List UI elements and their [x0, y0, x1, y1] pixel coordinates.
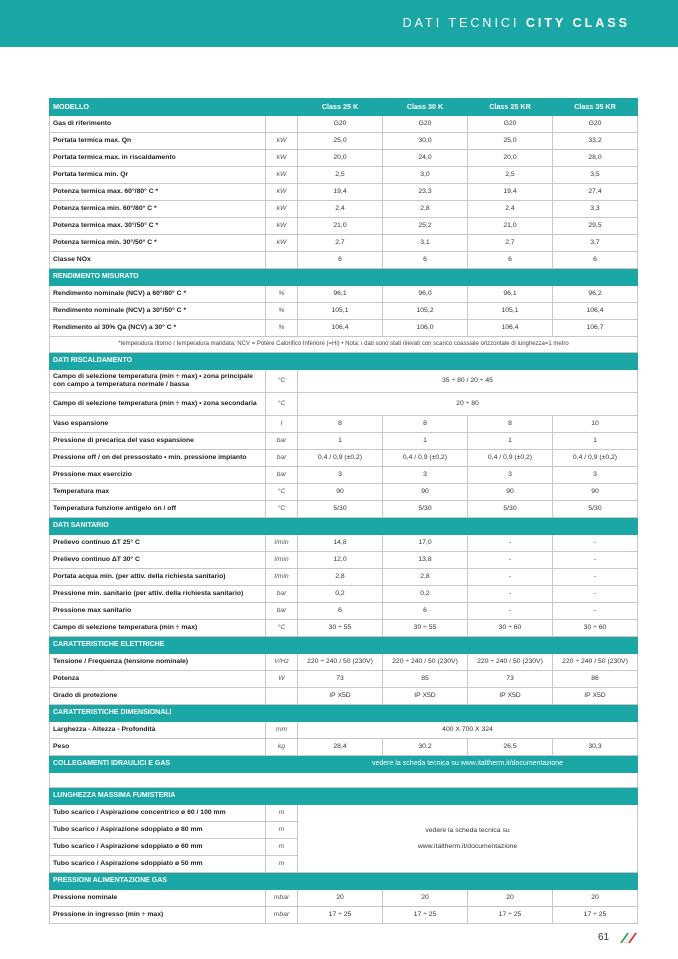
header-model-name: Class 35 KR	[553, 99, 638, 116]
table-row	[50, 552, 638, 569]
row-label: Potenza termica max. 30°/50° C *	[50, 218, 266, 235]
row-value: IP X5D	[383, 688, 468, 705]
row-value: 5/30	[298, 501, 383, 518]
row-value: 2,4	[468, 201, 553, 218]
row-value: 6	[383, 603, 468, 620]
row-value: 2,4	[298, 201, 383, 218]
page-title	[403, 16, 630, 30]
table-row	[50, 535, 638, 552]
table-header	[50, 99, 638, 116]
row-unit: °C	[266, 393, 298, 416]
row-unit: bar	[266, 467, 298, 484]
row-value: 25,0	[298, 133, 383, 150]
row-label: Pressione max sanitario	[50, 603, 266, 620]
row-label: Portata acqua min. (per attiv. della richiesta sanitario)	[50, 569, 266, 586]
row-label: Vaso espansione	[50, 416, 266, 433]
row-unit: kW	[266, 167, 298, 184]
row-value: 6	[468, 252, 553, 269]
table-row	[50, 133, 638, 150]
section-title: DATI RISCALDAMENTO	[50, 353, 638, 370]
row-label: Grado di protezione	[50, 688, 266, 705]
row-value: 17,0	[383, 535, 468, 552]
row-value: 0,4 / 0,9 (±0,2)	[383, 450, 468, 467]
table-row	[50, 907, 638, 924]
header-model-name: Class 30 K	[383, 99, 468, 116]
row-value: 5/30	[468, 501, 553, 518]
row-value: 3	[298, 467, 383, 484]
row-unit: mm	[266, 722, 298, 739]
table-row	[50, 603, 638, 620]
row-value: 86	[553, 671, 638, 688]
table-row	[50, 433, 638, 450]
row-unit: l/min	[266, 569, 298, 586]
row-label: Pressione di precarica del vaso espansione	[50, 433, 266, 450]
row-value: 30,3	[553, 739, 638, 756]
row-value: -	[553, 569, 638, 586]
row-value: 3	[383, 467, 468, 484]
row-value: 73	[298, 671, 383, 688]
fumisteria-note-line2: www.italtherm.it/documentazione	[417, 842, 518, 850]
table-row	[50, 688, 638, 705]
row-label: Tubo scarico / Aspirazione sdoppiato ø 80 mm	[50, 822, 266, 839]
row-unit: l/min	[266, 552, 298, 569]
table-row	[50, 805, 638, 822]
row-unit: m	[266, 805, 298, 822]
row-value: 106,4	[553, 303, 638, 320]
row-unit: bar	[266, 603, 298, 620]
row-value: 25,2	[383, 218, 468, 235]
row-label: Gas di riferimento	[50, 116, 266, 133]
section-riscaldamento	[50, 353, 638, 370]
row-value: 106,0	[383, 320, 468, 337]
row-unit: kW	[266, 201, 298, 218]
row-value: 0,4 / 0,9 (±0,2)	[553, 450, 638, 467]
table-row	[50, 484, 638, 501]
header-model-name: Class 25 K	[298, 99, 383, 116]
header-model-label: MODELLO	[50, 99, 298, 116]
row-label: Portata termica max. Qn	[50, 133, 266, 150]
row-unit: m	[266, 839, 298, 856]
row-value: 6	[553, 252, 638, 269]
row-value: 28,4	[298, 739, 383, 756]
table-row	[50, 320, 638, 337]
row-unit: kW	[266, 184, 298, 201]
row-value: 12,0	[298, 552, 383, 569]
row-value: G20	[383, 116, 468, 133]
row-value: -	[468, 569, 553, 586]
row-value: 90	[553, 484, 638, 501]
row-value: 2,5	[298, 167, 383, 184]
row-value: IP X5D	[298, 688, 383, 705]
row-unit: kW	[266, 218, 298, 235]
row-label: Temperatura max	[50, 484, 266, 501]
row-value: 2,8	[298, 569, 383, 586]
row-value: 17 ÷ 25	[383, 907, 468, 924]
row-value: 220 ÷ 240 / 50 (230V)	[553, 654, 638, 671]
row-label: Potenza termica min. 30°/50° C *	[50, 235, 266, 252]
section-title: CARATTERISTICHE ELETTRICHE	[50, 637, 638, 654]
footnote: *temperatura ritorno / temperatura mandata; NCV = Potere Calorifico Inferiore (=Hi) • Nota: i dati sono stati rilevati con scarico coassiale orizzontale di lunghezza=1 metro	[50, 337, 638, 353]
row-value: -	[553, 586, 638, 603]
table-row	[50, 739, 638, 756]
row-value: 20	[468, 890, 553, 907]
row-value: 20	[553, 890, 638, 907]
row-value: 96,1	[468, 286, 553, 303]
row-value: 10	[553, 416, 638, 433]
row-value: 20	[383, 890, 468, 907]
row-value: 17 ÷ 25	[468, 907, 553, 924]
table-row	[50, 150, 638, 167]
row-value: 3,7	[553, 235, 638, 252]
table-row	[50, 252, 638, 269]
row-label: Temperatura funzione antigelo on / off	[50, 501, 266, 518]
section-title: DATI SANITARIO	[50, 518, 638, 535]
table-row	[50, 501, 638, 518]
section-elettriche	[50, 637, 638, 654]
row-unit: kW	[266, 235, 298, 252]
row-value: 24,0	[383, 150, 468, 167]
section-title: LUNGHEZZA MASSIMA FUMISTERIA	[50, 788, 638, 805]
row-value: 6	[383, 252, 468, 269]
row-value: 0,2	[298, 586, 383, 603]
row-label: Portata termica max. in riscaldamento	[50, 150, 266, 167]
row-value: 3,5	[553, 167, 638, 184]
row-unit	[266, 116, 298, 133]
section-collegamenti	[50, 756, 638, 773]
section-title: PRESSIONI ALIMENTAZIONE GAS	[50, 873, 638, 890]
row-value: 73	[468, 671, 553, 688]
row-value: 30 ÷ 55	[383, 620, 468, 637]
table-row	[50, 890, 638, 907]
row-unit: m	[266, 856, 298, 873]
table-row	[50, 393, 638, 416]
collegamenti-note: vedere la scheda tecnica su www.italtherm.it/documentazione	[298, 756, 638, 773]
row-value: 19,4	[298, 184, 383, 201]
row-value: 33,2	[553, 133, 638, 150]
row-value: 8	[383, 416, 468, 433]
row-value: 5/30	[383, 501, 468, 518]
row-value: 30,0	[383, 133, 468, 150]
row-value-merged: 400 X 700 X 324	[298, 722, 638, 739]
row-value: 3,1	[383, 235, 468, 252]
table-row	[50, 370, 638, 393]
row-value: 1	[383, 433, 468, 450]
row-unit: l	[266, 416, 298, 433]
row-label: Pressione min. sanitario (per attiv. della richiesta sanitario)	[50, 586, 266, 603]
row-value: 30 ÷ 60	[468, 620, 553, 637]
header-bar	[0, 0, 678, 47]
row-value: 20,0	[298, 150, 383, 167]
row-value: 27,4	[553, 184, 638, 201]
row-label: Campo di selezione temperatura (min ÷ max) • zona principale con campo a temperatura normale / bassa	[50, 370, 266, 393]
row-unit: m	[266, 822, 298, 839]
table-row	[50, 201, 638, 218]
row-label: Tubo scarico / Aspirazione sdoppiato ø 50 mm	[50, 856, 266, 873]
row-label: Portata termica min. Qr	[50, 167, 266, 184]
row-unit: kW	[266, 133, 298, 150]
table-row	[50, 569, 638, 586]
italy-flag-logo	[618, 929, 638, 945]
row-value: 3,3	[553, 201, 638, 218]
row-value: 0,4 / 0,9 (±0,2)	[298, 450, 383, 467]
row-value: 13,8	[383, 552, 468, 569]
row-value: -	[468, 535, 553, 552]
row-value: 30 ÷ 55	[298, 620, 383, 637]
row-value: -	[468, 552, 553, 569]
row-value: 6	[298, 252, 383, 269]
row-value: 21,0	[468, 218, 553, 235]
row-value: 106,4	[298, 320, 383, 337]
row-value: 1	[298, 433, 383, 450]
row-unit: bar	[266, 433, 298, 450]
row-value: 29,5	[553, 218, 638, 235]
row-label: Campo di selezione temperatura (min ÷ max)	[50, 620, 266, 637]
row-label: Tensione / Frequenza (tensione nominale)	[50, 654, 266, 671]
fumisteria-note-line1: vedere la scheda tecnica su	[425, 826, 510, 834]
row-value: -	[553, 552, 638, 569]
row-label: Rendimento al 30% Qa (NCV) a 30° C *	[50, 320, 266, 337]
row-unit: %	[266, 286, 298, 303]
row-value: -	[468, 603, 553, 620]
row-label: Pressione max esercizio	[50, 467, 266, 484]
row-unit: °C	[266, 620, 298, 637]
row-value: 23,3	[383, 184, 468, 201]
row-value: 105,1	[298, 303, 383, 320]
row-value: 90	[468, 484, 553, 501]
row-label: Pressione off / on del pressostato • min. pressione impianto	[50, 450, 266, 467]
table-row	[50, 416, 638, 433]
row-unit: kg	[266, 739, 298, 756]
row-value: 105,1	[468, 303, 553, 320]
row-value: 2,8	[383, 201, 468, 218]
row-value: 17 ÷ 25	[553, 907, 638, 924]
row-value: -	[553, 535, 638, 552]
row-value: 8	[468, 416, 553, 433]
row-label: Larghezza - Altezza - Profondità	[50, 722, 266, 739]
row-value: 105,2	[383, 303, 468, 320]
table-row	[50, 467, 638, 484]
row-label: Potenza	[50, 671, 266, 688]
row-unit: bar	[266, 586, 298, 603]
section-title: CARATTERISTICHE DIMENSIONALI	[50, 705, 638, 722]
row-label: Pressione in ingresso (min ÷ max)	[50, 907, 266, 924]
row-label: Tubo scarico / Aspirazione concentrico ø 60 / 100 mm	[50, 805, 266, 822]
row-unit: °C	[266, 484, 298, 501]
row-unit: kW	[266, 150, 298, 167]
section-title: RENDIMENTO MISURATO	[50, 269, 638, 286]
row-label: Potenza termica max. 60°/80° C *	[50, 184, 266, 201]
row-value: IP X5D	[553, 688, 638, 705]
spacer-cell	[50, 773, 638, 788]
row-unit: V/Hz	[266, 654, 298, 671]
row-unit	[266, 252, 298, 269]
row-value: 2,5	[468, 167, 553, 184]
row-value: 2,7	[468, 235, 553, 252]
row-unit: bar	[266, 450, 298, 467]
table-row	[50, 722, 638, 739]
row-value: 90	[383, 484, 468, 501]
row-label: Classe NOx	[50, 252, 266, 269]
row-label: Peso	[50, 739, 266, 756]
row-value: 1	[553, 433, 638, 450]
row-value: 106,4	[468, 320, 553, 337]
row-value-merged: 20 ÷ 80	[298, 393, 638, 416]
row-value: 0,2	[383, 586, 468, 603]
section-title: COLLEGAMENTI IDRAULICI E GAS	[50, 756, 298, 773]
table-row	[50, 286, 638, 303]
table-row	[50, 450, 638, 467]
section-gas	[50, 873, 638, 890]
row-value: 28,0	[553, 150, 638, 167]
row-unit: l/min	[266, 535, 298, 552]
row-label: Rendimento nominale (NCV) a 30°/50° C *	[50, 303, 266, 320]
fumisteria-note	[298, 805, 638, 873]
row-value: 96,0	[383, 286, 468, 303]
section-rendimento	[50, 269, 638, 286]
row-value: -	[468, 586, 553, 603]
row-value: 20,0	[468, 150, 553, 167]
header-model-name: Class 25 KR	[468, 99, 553, 116]
row-value: 17 ÷ 25	[298, 907, 383, 924]
title-light: DATI TECNICI	[402, 16, 520, 30]
row-value: 5/30	[553, 501, 638, 518]
table-row	[50, 184, 638, 201]
row-unit: %	[266, 320, 298, 337]
row-label: Campo di selezione temperatura (min ÷ max) • zona secondaria	[50, 393, 266, 416]
row-value: 26,5	[468, 739, 553, 756]
footnote-row	[50, 337, 638, 353]
table-row	[50, 116, 638, 133]
row-value: 1	[468, 433, 553, 450]
spacer-row	[50, 773, 638, 788]
row-value: 3	[553, 467, 638, 484]
row-label: Tubo scarico / Aspirazione sdoppiato ø 60 mm	[50, 839, 266, 856]
row-value: 85	[383, 671, 468, 688]
section-dimensionali	[50, 705, 638, 722]
row-value: 19,4	[468, 184, 553, 201]
row-unit: °C	[266, 370, 298, 393]
row-value: 106,7	[553, 320, 638, 337]
row-value: 8	[298, 416, 383, 433]
spec-table	[49, 98, 638, 924]
row-value: 220 ÷ 240 / 50 (230V)	[383, 654, 468, 671]
row-value: 96,1	[298, 286, 383, 303]
section-fumisteria	[50, 788, 638, 805]
row-unit: W	[266, 671, 298, 688]
row-value: 30,2	[383, 739, 468, 756]
table-row	[50, 586, 638, 603]
row-value: 220 ÷ 240 / 50 (230V)	[298, 654, 383, 671]
row-label: Potenza termica min. 60°/80° C *	[50, 201, 266, 218]
row-unit: mbar	[266, 907, 298, 924]
row-unit	[266, 688, 298, 705]
row-unit: %	[266, 303, 298, 320]
row-value: 21,0	[298, 218, 383, 235]
row-label: Prelievo continuo ΔT 25° C	[50, 535, 266, 552]
row-label: Rendimento nominale (NCV) a 60°/80° C *	[50, 286, 266, 303]
row-label: Pressione nominale	[50, 890, 266, 907]
row-label: Prelievo continuo ΔT 30° C	[50, 552, 266, 569]
row-value: 25,0	[468, 133, 553, 150]
table-row	[50, 303, 638, 320]
row-value-merged: 35 ÷ 80 / 20 ÷ 45	[298, 370, 638, 393]
row-value: 3,0	[383, 167, 468, 184]
section-sanitario	[50, 518, 638, 535]
row-value: G20	[298, 116, 383, 133]
row-value: 220 ÷ 240 / 50 (230V)	[468, 654, 553, 671]
page-number: 61	[598, 932, 610, 943]
table-row	[50, 218, 638, 235]
table-row	[50, 620, 638, 637]
row-value: 3	[468, 467, 553, 484]
title-bold: CITY CLASS	[525, 16, 630, 30]
row-value: 2,7	[298, 235, 383, 252]
row-value: 6	[298, 603, 383, 620]
row-value: G20	[553, 116, 638, 133]
row-value: 20	[298, 890, 383, 907]
row-value: 96,2	[553, 286, 638, 303]
row-value: -	[553, 603, 638, 620]
table-row	[50, 235, 638, 252]
row-value: 0,4 / 0,9 (±0,2)	[468, 450, 553, 467]
table-row	[50, 671, 638, 688]
row-unit: mbar	[266, 890, 298, 907]
row-value: 30 ÷ 60	[553, 620, 638, 637]
row-unit: °C	[266, 501, 298, 518]
row-value: 90	[298, 484, 383, 501]
table-row	[50, 167, 638, 184]
table-row	[50, 654, 638, 671]
row-value: IP X5D	[468, 688, 553, 705]
row-value: 2,8	[383, 569, 468, 586]
row-value: G20	[468, 116, 553, 133]
row-value: 14,8	[298, 535, 383, 552]
